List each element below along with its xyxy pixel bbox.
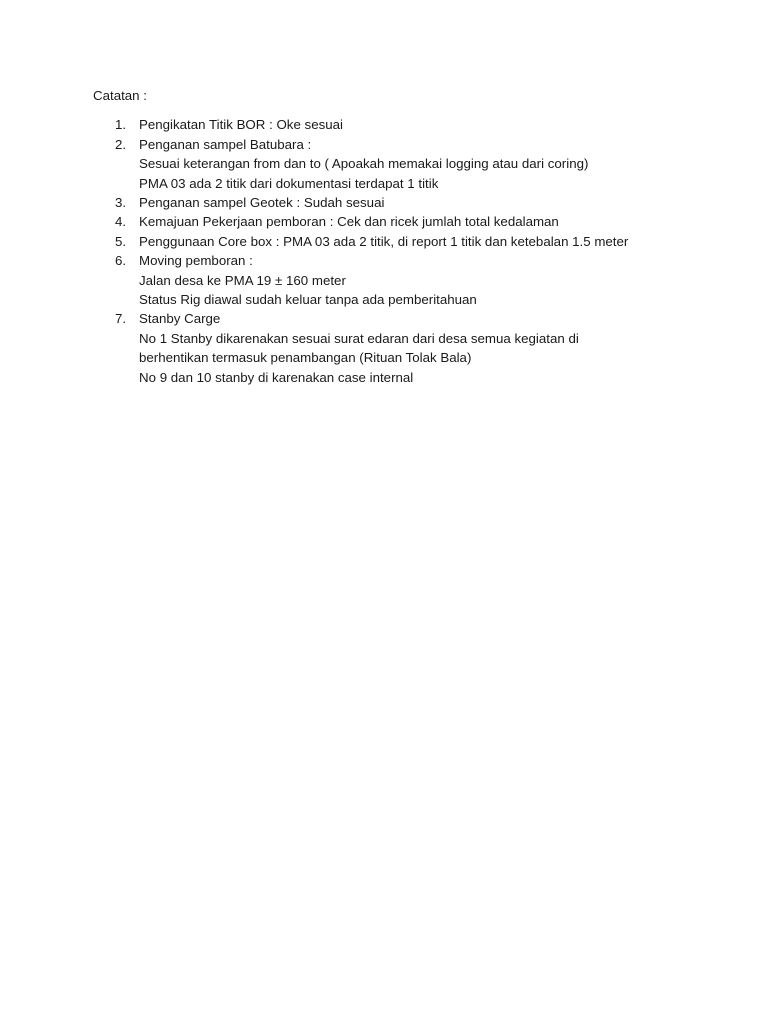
item-number: 4. — [115, 214, 127, 230]
item-text: Moving pemboran : — [139, 253, 253, 269]
item-text: Sesuai keterangan from dan to ( Apoakah memakai logging atau dari coring) — [139, 156, 589, 172]
list-item — [93, 251, 733, 309]
notes-section — [93, 86, 733, 387]
item-number: 1. — [115, 117, 127, 133]
item-number: 7. — [115, 311, 127, 327]
item-text: No 9 dan 10 stanby di karenakan case internal — [139, 369, 414, 385]
notes-list — [93, 115, 733, 387]
item-number: 2. — [115, 136, 127, 152]
item-text: Pengikatan Titik BOR : Oke sesuai — [139, 117, 343, 133]
item-number: 3. — [115, 195, 127, 211]
item-text: Status Rig diawal sudah keluar tanpa ada pemberitahuan — [139, 292, 477, 308]
item-number: 6. — [115, 253, 127, 269]
list-item — [93, 309, 733, 387]
item-number: 5. — [115, 233, 127, 249]
item-text: berhentikan termasuk penambangan (Rituan Tolak Bala) — [139, 350, 472, 366]
list-item — [93, 212, 733, 231]
list-item — [93, 232, 733, 251]
item-text: Penganan sampel Batubara : — [139, 136, 312, 152]
item-text: Jalan desa ke PMA 19 ± 160 meter — [139, 272, 346, 288]
item-text: Stanby Carge — [139, 311, 221, 327]
item-text: Penggunaan Core box : PMA 03 ada 2 titik, di report 1 titik dan ketebalan 1.5 meter — [139, 233, 629, 249]
item-text: Penganan sampel Geotek : Sudah sesuai — [139, 195, 385, 211]
list-item — [93, 135, 733, 193]
list-item — [93, 193, 733, 212]
list-item — [93, 115, 733, 134]
item-text: PMA 03 ada 2 titik dari dokumentasi terdapat 1 titik — [139, 175, 439, 191]
item-text: No 1 Stanby dikarenakan sesuai surat edaran dari desa semua kegiatan di — [139, 330, 579, 346]
notes-heading: Catatan : — [93, 88, 147, 103]
item-text: Kemajuan Pekerjaan pemboran : Cek dan ricek jumlah total kedalaman — [139, 214, 559, 230]
